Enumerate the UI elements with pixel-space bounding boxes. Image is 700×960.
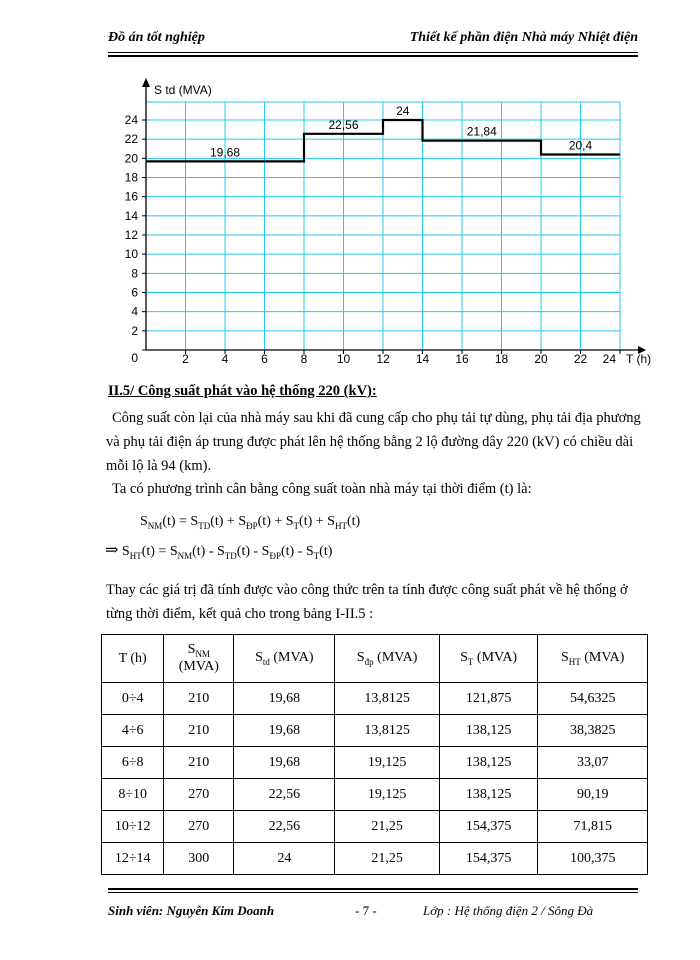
x-tick-label: 4	[221, 352, 229, 366]
table-cell: 12÷14	[102, 843, 164, 875]
chart-data-labels	[210, 104, 593, 159]
load-chart	[110, 75, 670, 375]
table-cell: 21,25	[335, 843, 439, 875]
x-tick-label: 20	[534, 352, 548, 366]
page-number: - 7 -	[355, 903, 377, 918]
equation-2: ⇒ $S_{HT}(t) = S_{NM}(t) - S_{TD}(t) - S_{ĐP}(t) - S_T(t)$	[105, 542, 333, 561]
table-cell: 8÷10	[102, 779, 164, 811]
y-tick-label: 18	[124, 170, 138, 185]
table-cell: 270	[164, 811, 234, 843]
y-tick-label: 10	[124, 247, 138, 262]
x-tick-label: 2	[182, 352, 189, 366]
header-rule-thick	[108, 55, 638, 57]
table-cell: 210	[164, 747, 234, 779]
chart-axes	[142, 78, 651, 366]
table-row	[102, 747, 648, 779]
footer-student: Sinh viên: Nguyễn Kim Doanh	[108, 903, 275, 918]
data-label: 22,56	[328, 117, 359, 132]
table-cell: 71,815	[538, 811, 648, 843]
x-tick-label: 14	[415, 352, 430, 366]
table-header-cell: $S_{NM}$ (MVA)	[164, 635, 234, 683]
table-header-cell: $S_T$ (MVA)	[439, 635, 538, 683]
table-cell: 210	[164, 683, 234, 715]
x-tick-label: 22	[573, 352, 588, 366]
results-table	[101, 634, 648, 875]
x-tick-label: 12	[376, 352, 390, 366]
table-cell: 154,375	[439, 843, 538, 875]
x-tick-label: 16	[455, 352, 469, 366]
header-rule	[108, 52, 638, 53]
table-row	[102, 811, 648, 843]
table-cell: 121,875	[439, 683, 538, 715]
table-cell: 33,07	[538, 747, 648, 779]
y-tick-label: 24	[124, 113, 138, 127]
table-header-cell: $S_{đp}$ (MVA)	[335, 635, 439, 683]
y-tick-label: 8	[131, 266, 138, 281]
table-cell: 19,125	[335, 779, 439, 811]
section-title: II.5/ Công suất phát vào hệ thống 220 (kV):	[108, 383, 377, 399]
x-tick-label: 10	[336, 352, 351, 366]
data-label: 19,68	[209, 145, 241, 160]
data-label: 24	[396, 104, 410, 118]
x-axis-label: T (h)	[626, 352, 652, 366]
table-cell: 138,125	[439, 747, 538, 779]
table-cell: 90,19	[538, 779, 648, 811]
table-cell: 22,56	[234, 811, 335, 843]
table-cell: 6÷8	[102, 747, 164, 779]
table-cell: 13,8125	[335, 715, 439, 747]
chart-grid	[146, 102, 620, 350]
table-cell: 154,375	[439, 811, 538, 843]
table-row	[102, 683, 648, 715]
table-cell: 22,56	[234, 779, 335, 811]
y-tick-label: 4	[131, 304, 138, 319]
x-tick-label: 6	[261, 352, 268, 366]
table-cell: 138,125	[439, 779, 538, 811]
table-cell: 270	[164, 779, 234, 811]
x-tick-label: 8	[300, 352, 308, 366]
table-cell: 24	[234, 843, 335, 875]
table-cell: 19,125	[335, 747, 439, 779]
x-tick-label: 24	[602, 352, 616, 366]
table-cell: 54,6325	[538, 683, 648, 715]
y-tick-label: 14	[124, 208, 138, 223]
table-row	[102, 843, 648, 875]
y-tick-label: 6	[131, 285, 138, 300]
y-tick-label: 16	[124, 189, 138, 204]
y-tick-label: 20	[124, 151, 138, 166]
table-cell: 4÷6	[102, 715, 164, 747]
table-row	[102, 715, 648, 747]
implies-icon: ⇒	[105, 542, 119, 559]
table-header-cell: $S_{td}$ (MVA)	[234, 635, 335, 683]
table-cell: 10÷12	[102, 811, 164, 843]
data-label: 21,84	[466, 124, 497, 139]
footer-class: Lớp : Hệ thống điện 2 / Sông Đà	[423, 903, 594, 918]
y-tick-label: 22	[124, 132, 138, 147]
x-tick-label: 18	[494, 352, 509, 366]
paragraph-3: Thay các giá trị đã tính được vào công thức trên ta tính được công suất phát về hệ thống ở từng thời điểm, kết quả cho trong bảng I-II.5 :	[106, 582, 628, 622]
paragraph-2: Ta có phương trình cân bằng công suất toàn nhà máy tại thời điểm (t) là:	[112, 481, 532, 497]
header-right: Thiết kế phần điện Nhà máy Nhiệt điện	[409, 30, 638, 45]
y-axis-label: S td (MVA)	[154, 83, 212, 97]
y-axis-arrow	[142, 78, 150, 87]
chart-ticks	[125, 113, 620, 366]
table-cell: 0÷4	[102, 683, 164, 715]
y-tick-label: 0	[131, 351, 138, 365]
table-cell: 21,25	[335, 811, 439, 843]
footer-rule-thick	[108, 888, 638, 890]
paragraph-1: Công suất còn lại của nhà máy sau khi đã cung cấp cho phụ tải tự dùng, phụ tải địa phương và phụ tải điện áp trung được phát lên hệ thống bằng 2 lộ đường dây 220 (kV) có chiều dài mỗi lộ là 94 (km).	[106, 410, 641, 474]
table-cell: 210	[164, 715, 234, 747]
y-tick-label: 12	[124, 228, 138, 242]
table-cell: 138,125	[439, 715, 538, 747]
table-cell: 19,68	[234, 715, 335, 747]
table-cell: 19,68	[234, 683, 335, 715]
equation-1: $S_{NM}(t) = S_{TD}(t) + S_{ĐP}(t) + S_T(t) + S_{HT}(t)$	[140, 514, 361, 531]
table-row	[102, 779, 648, 811]
table-header-cell: T (h)	[102, 635, 164, 683]
table-cell: 38,3825	[538, 715, 648, 747]
footer-rule	[108, 892, 638, 893]
table-cell: 19,68	[234, 747, 335, 779]
page-header	[108, 30, 638, 50]
table-header-cell: $S_{HT}$ (MVA)	[538, 635, 648, 683]
table-cell: 300	[164, 843, 234, 875]
table-cell: 100,375	[538, 843, 648, 875]
table-cell: 13,8125	[335, 683, 439, 715]
table-header-row	[102, 635, 648, 683]
header-left: Đồ án tốt nghiệp	[108, 30, 205, 45]
y-tick-label: 2	[131, 323, 138, 338]
data-label: 20,4	[568, 138, 593, 153]
